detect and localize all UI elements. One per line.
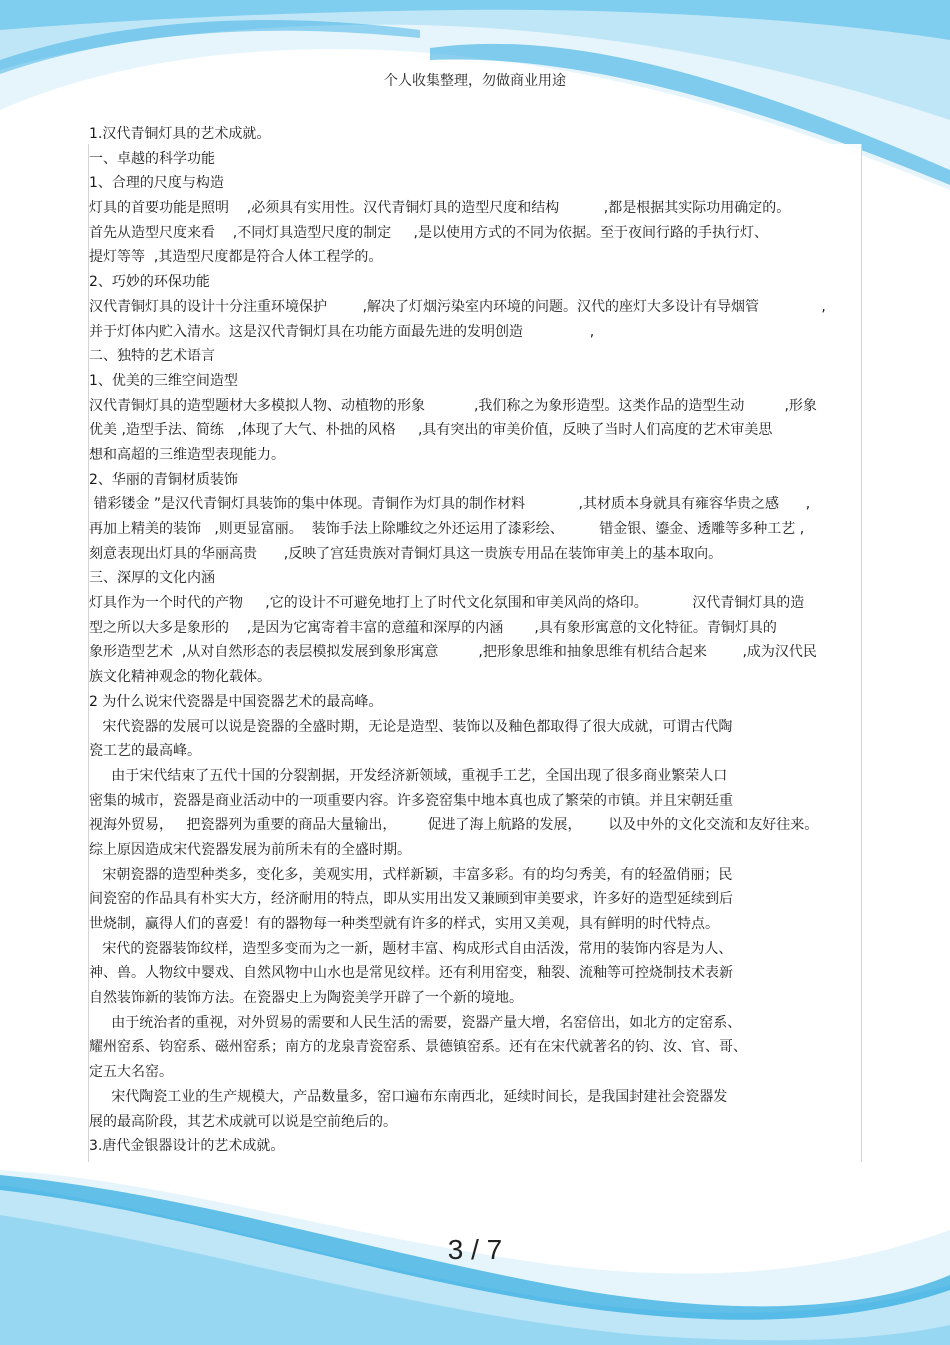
text-line: 宋代瓷器的发展可以说是瓷器的全盛时期，无论是造型、装饰以及釉色都取得了很大成就，可谓古代陶 <box>89 718 733 735</box>
text-line: 由于统治者的重视，对外贸易的需要和人民生活的需要，瓷器产量大增，名窑倍出，如北方的定窑系、 <box>89 1014 742 1031</box>
page-header-note: 个人收集整理，勿做商业用途 <box>384 73 566 89</box>
text-line: 汉代青铜灯具的造型题材大多模拟人物、动植物的形象 ,我们称之为象形造型。这类作品的造型生动 ,形象 <box>89 397 817 414</box>
text-line: 神、兽。人物纹中婴戏、自然风物中山水也是常见纹样。还有利用窑变，釉裂、流釉等可控烧制技术表新 <box>89 965 733 982</box>
text-line: 象形造型艺术 ,从对自然形态的表层模拟发展到象形寓意 ,把形象思维和抽象思维有机结合起来 ,成为汉代民 <box>89 644 817 661</box>
text-line: 2、华丽的青铜材质装饰 <box>89 471 238 488</box>
text-line: 密集的城市，瓷器是商业活动中的一项重要内容。许多瓷窑集中地本真也成了繁荣的市镇。并且宋朝廷重 <box>89 792 733 809</box>
text-line: 首先从造型尺度来看 ,不同灯具造型尺度的制定 ,是以使用方式的不同为依据。至于夜间行路的手执行灯、 <box>89 224 768 241</box>
text-line: 错彩镂金 ”是汉代青铜灯具装饰的集中体现。青铜作为灯具的制作材料 ,其材质本身就具有雍容华贵之感 , <box>89 496 811 513</box>
text-line: 定五大名窑。 <box>89 1064 173 1081</box>
text-line: 1、合理的尺度与构造 <box>89 175 224 192</box>
text-line: 优美 ,造型手法、简练 ,体现了大气、朴拙的风格 ,具有突出的审美价值，反映了当时人们高度的艺术审美思 <box>89 422 773 439</box>
document-body <box>89 122 861 1159</box>
text-line: 刻意表现出灯具的华丽高贵 ,反映了宫廷贵族对青铜灯具这一贵族专用品在装饰审美上的基本取向。 <box>89 545 723 562</box>
page-number: 3 / 7 <box>447 1234 503 1265</box>
text-line: 展的最高阶段，其艺术成就可以说是空前绝后的。 <box>89 1113 397 1130</box>
text-line: 二、独特的艺术语言 <box>89 348 215 365</box>
text-line: 视海外贸易， 把瓷器列为重要的商品大量输出， 促进了海上航路的发展， 以及中外的文化交流和友好往来。 <box>89 817 819 834</box>
text-line: 2 为什么说宋代瓷器是中国瓷器艺术的最高峰。 <box>89 693 383 710</box>
text-line: 灯具作为一个时代的产物 ,它的设计不可避免地打上了时代文化氛围和审美风尚的烙印。 汉代青铜灯具的造 <box>89 595 805 612</box>
text-line: 宋朝瓷器的造型种类多，变化多，美观实用，式样新颖，丰富多彩。有的均匀秀美，有的轻盈俏丽；民 <box>89 866 733 883</box>
text-line: 族文化精神观念的物化载体。 <box>89 669 271 686</box>
text-line: 提灯等等 ,其造型尺度都是符合人体工程学的。 <box>89 249 383 266</box>
text-line: 1、优美的三维空间造型 <box>89 372 238 389</box>
text-line: 并于灯体内贮入清水。这是汉代青铜灯具在功能方面最先进的发明创造 , <box>89 323 595 340</box>
text-line: 2、巧妙的环保功能 <box>89 274 210 291</box>
text-line: 型之所以大多是象形的 ,是因为它寓寄着丰富的意蕴和深厚的内涵 ,具有象形寓意的文化特征。青铜灯具的 <box>89 619 777 636</box>
text-line: 间瓷窑的作品具有朴实大方，经济耐用的特点，即从实用出发又兼顾到审美要求，许多好的造型延续到后 <box>89 891 733 908</box>
text-line: 1.汉代青铜灯具的艺术成就。 <box>89 126 271 142</box>
text-line: 宋代的瓷器装饰纹样，造型多变而为之一新，题材丰富、构成形式自由活泼，常用的装饰内容是为人、 <box>89 940 733 957</box>
text-line: 耀州窑系、钧窑系、磁州窑系；南方的龙泉青瓷窑系、景德镇窑系。还有在宋代就著名的钧、汝、官、哥、 <box>89 1039 747 1056</box>
text-line: 想和高超的三维造型表现能力。 <box>89 446 285 463</box>
text-line: 自然装饰新的装饰方法。在瓷器史上为陶瓷美学开辟了一个新的境地。 <box>89 990 523 1007</box>
text-line: 3.唐代金银器设计的艺术成就。 <box>89 1138 285 1155</box>
text-line: 汉代青铜灯具的设计十分注重环境保护 ,解决了灯烟污染室内环境的问题。汉代的座灯大多设计有导烟管 , <box>89 298 826 315</box>
text-line: 世烧制，赢得人们的喜爱！有的器物每一种类型就有许多的样式，实用又美观，具有鲜明的时代特点。 <box>89 916 719 932</box>
text-line: 瓷工艺的最高峰。 <box>89 743 201 760</box>
text-line: 三、深厚的文化内涵 <box>89 570 215 587</box>
text-line: 一、卓越的科学功能 <box>89 150 215 167</box>
text-line: 再加上精美的装饰 ,则更显富丽。 装饰手法上除雕纹之外还运用了漆彩绘、 错金银、鎏金、透雕等多种工艺 , <box>89 521 805 537</box>
text-line: 宋代陶瓷工业的生产规模大，产品数量多，窑口遍布东南西北，延续时间长，是我国封建社会瓷器发 <box>89 1088 728 1105</box>
text-line: 由于宋代结束了五代十国的分裂割据，开发经济新领域，重视手工艺，全国出现了很多商业繁荣人口 <box>89 767 728 784</box>
text-line: 综上原因造成宋代瓷器发展为前所未有的全盛时期。 <box>89 841 411 858</box>
text-line: 灯具的首要功能是照明 ,必须具有实用性。汉代青铜灯具的造型尺度和结构 ,都是根据其实际功用确定的。 <box>89 200 791 217</box>
